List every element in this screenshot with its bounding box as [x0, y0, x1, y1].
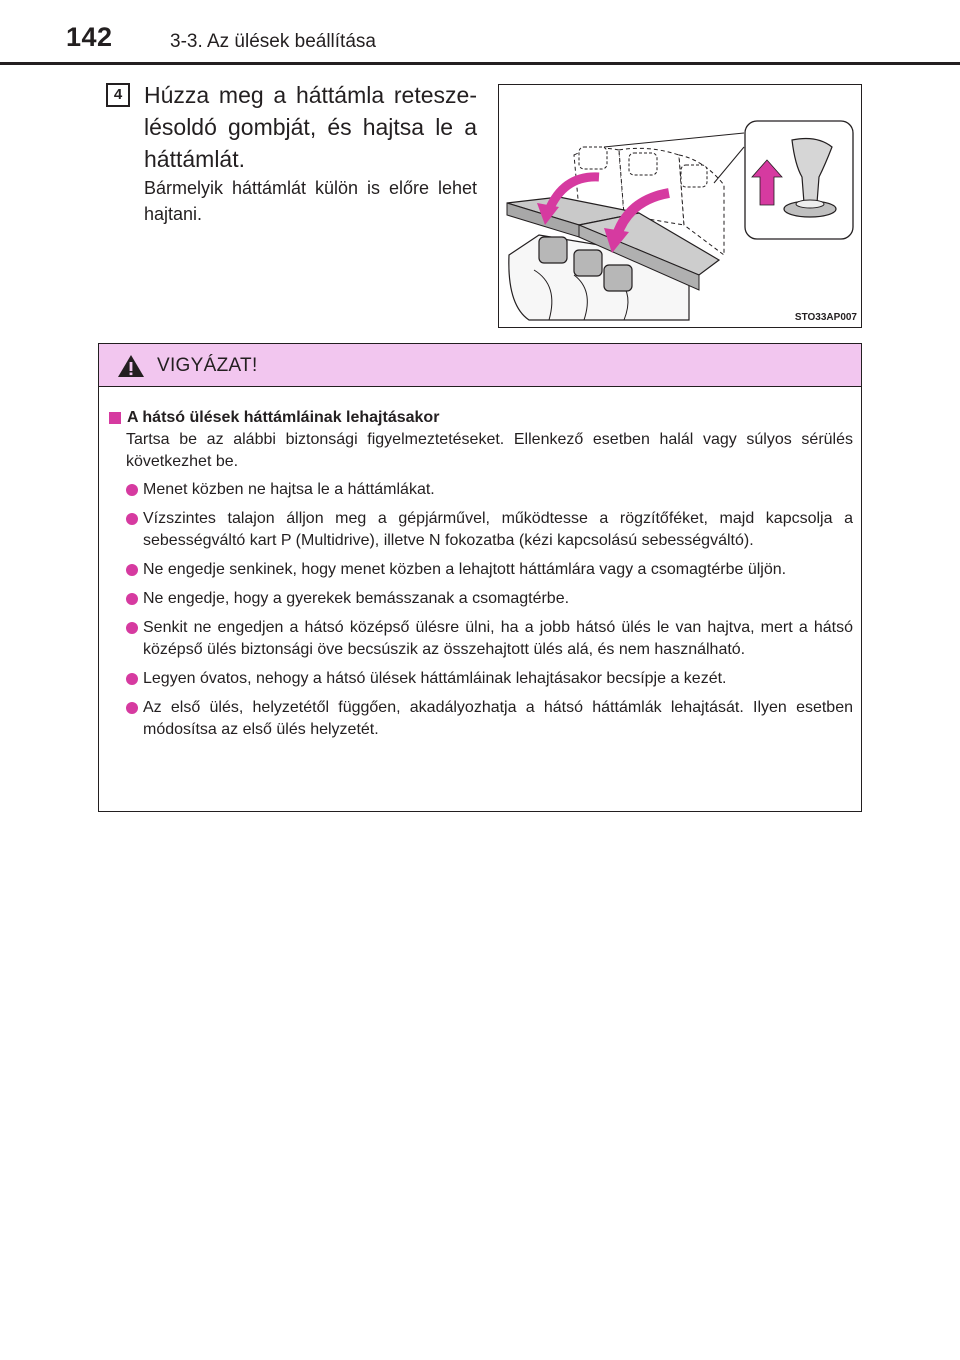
- list-item: Vízszintes talajon álljon meg a gépjárművel, működtesse a rögzítőféket, majd kapcsolja a sebességváltó kart P (Multidrive), illetve N fokozatba (kézi kapcsolású sebességváltó).: [109, 508, 853, 552]
- circle-bullet-icon: [126, 593, 138, 605]
- caution-intro: Tartsa be az alábbi biztonsági figyelmeztetéseket. Ellenkező esetben halál vagy súlyos sérülés következhet be.: [126, 431, 853, 470]
- warning-triangle-icon: [117, 354, 145, 378]
- seat-fold-illustration: [498, 84, 862, 328]
- circle-bullet-icon: [126, 673, 138, 685]
- list-item: Ne engedje senkinek, hogy menet közben a lehajtott háttámlára vagy a csomagtérbe üljön.: [109, 559, 853, 581]
- caution-header: [99, 344, 861, 387]
- circle-bullet-icon: [126, 622, 138, 634]
- circle-bullet-icon: [126, 513, 138, 525]
- caution-body: [99, 387, 861, 741]
- list-item: Menet közben ne hajtsa le a háttámlákat.: [109, 479, 853, 501]
- list-item: Senkit ne engedjen a hátsó középső ülésre ülni, ha a jobb hátsó ülés le van hajtva, mert a hátsó középső ülés biztonsági öve becsúszik az összehajtott ülés alá, és nem használható.: [109, 617, 853, 661]
- step-heading: Húzza meg a háttámla reteszelésoldó gombját, és hajtsa le a háttámlát.: [144, 82, 477, 172]
- circle-bullet-icon: [126, 484, 138, 496]
- section-title: 3-3. Az ülések beállítása: [170, 31, 376, 52]
- caution-box: [98, 343, 862, 812]
- caution-title: VIGYÁZAT!: [157, 355, 258, 376]
- circle-bullet-icon: [126, 564, 138, 576]
- list-item: Ne engedje, hogy a gyerekek bemásszanak a csomagtérbe.: [109, 588, 853, 610]
- seat-illustration-drawing: [499, 85, 861, 327]
- circle-bullet-icon: [126, 702, 138, 714]
- figure-code: STO33AP007: [794, 312, 857, 323]
- header-divider: [0, 62, 960, 65]
- caution-list: [109, 479, 853, 741]
- step-note: Bármelyik háttámlát külön is előre lehet hajtani.: [144, 178, 477, 224]
- caution-subheading: [109, 407, 853, 429]
- list-item: Legyen óvatos, nehogy a hátsó ülések háttámláinak lehajtásakor becsípje a kezét.: [109, 668, 853, 690]
- step-number-box: 4: [106, 83, 130, 107]
- square-bullet-icon: [109, 412, 121, 424]
- list-item: Az első ülés, helyzetétől függően, akadályozhatja a hátsó háttámlák lehajtását. Ilyen esetben módosítsa az első ülés helyzetét.: [109, 697, 853, 741]
- page-number: 142: [66, 22, 113, 52]
- page-header: [0, 0, 960, 66]
- caution-subheading-text: A hátsó ülések háttámláinak lehajtásakor: [127, 409, 440, 426]
